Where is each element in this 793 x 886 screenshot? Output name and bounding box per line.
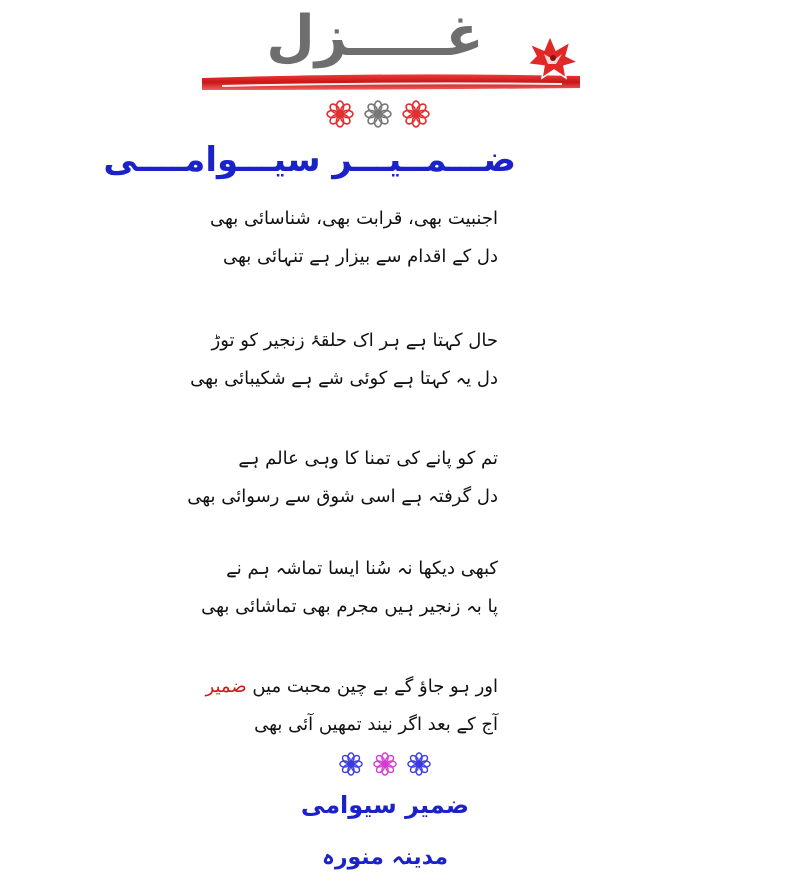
stanza-2 [190, 322, 498, 398]
header-red-bar [202, 74, 580, 90]
verse-line: حال کہتا ہے ہر اک حلقۂ زنجیر کو توڑ [211, 330, 498, 351]
verse-line: پا بہ زنجیر ہیں مجرم بھی تماشائی بھی [201, 596, 498, 617]
footer-place: مدینہ منورہ [321, 845, 449, 870]
stanza-1 [209, 200, 498, 276]
rosette-icon [364, 100, 392, 128]
verse-line: دل کے اقدام سے بیزار ہے تنہائی بھی [222, 246, 498, 267]
bottom-ornament-row [330, 752, 440, 776]
verse-line: تم کو پانے کی تمنا کا وہی عالم ہے [238, 448, 498, 469]
rosette-icon [339, 752, 363, 776]
rosette-icon [407, 752, 431, 776]
verse-line [205, 668, 498, 706]
verse-line: دل یہ کہتا ہے کوئی شے ہے شکیبائی بھی [190, 368, 498, 389]
stanza-5 [205, 668, 498, 744]
rosette-icon [373, 752, 397, 776]
rosette-icon [326, 100, 354, 128]
poet-name-heading: ضـــمــیـــر سیـــوامــــی [103, 140, 516, 180]
stanza-3 [187, 440, 498, 516]
red-flower-icon [526, 34, 580, 80]
rosette-icon [402, 100, 430, 128]
stanza-4 [201, 550, 498, 626]
verse-text: اور ہو جاؤ گے بے چین محبت میں [246, 676, 498, 697]
pen-name: ضمیر [205, 676, 247, 697]
verse-line: اجنبیت بھی، قرابت بھی، شناسائی بھی [209, 208, 498, 229]
verse-line: کبھی دیکھا نہ سُنا ایسا تماشہ ہم نے [226, 558, 498, 579]
top-ornament-row [318, 100, 438, 128]
verse-line: آج کے بعد اگر نیند تمھیں آئی بھی [254, 714, 498, 735]
verse-line: دل گرفتہ ہے اسی شوق سے رسوائی بھی [187, 486, 498, 507]
page-title: غـــــزل [266, 4, 484, 69]
footer-poet-name: ضمیر سیوامی [300, 791, 470, 819]
